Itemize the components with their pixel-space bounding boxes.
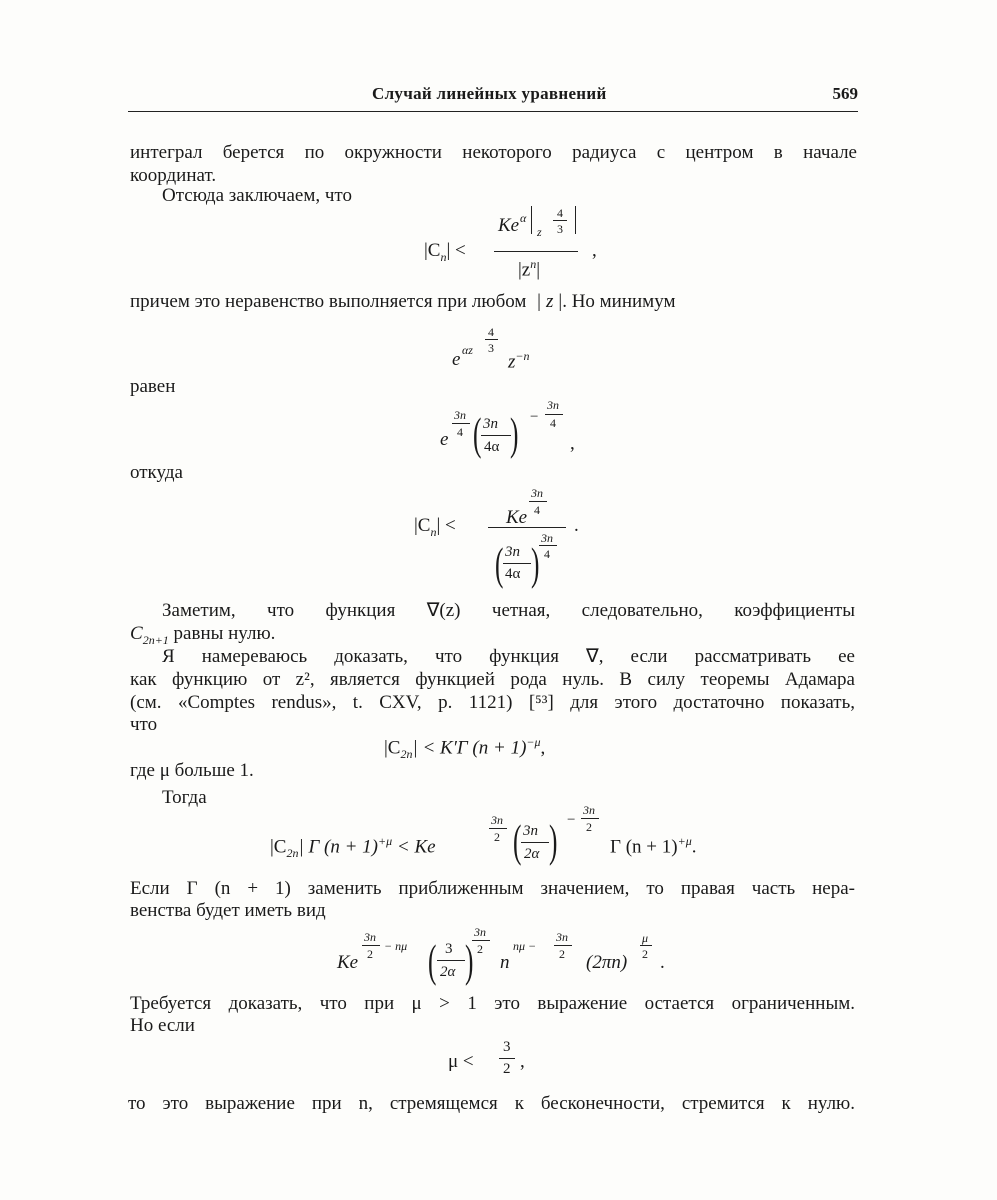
formula-text: 4α <box>505 566 521 582</box>
formula-text: n <box>500 952 510 973</box>
formula-superscript: 3n <box>454 408 466 422</box>
formula-text: Γ (n + 1) <box>610 836 678 858</box>
paragraph-line: Если Γ (n + 1) заменить приближенным значением, то правая часть нера- <box>130 878 855 899</box>
formula-superscript: μ <box>642 931 649 945</box>
paragraph-line: интеграл берется по окружности некоторого радиуса с центром в начале <box>130 142 857 163</box>
formula-text: 3n <box>523 823 538 839</box>
header-rule <box>128 111 858 112</box>
formula-text: |C <box>424 240 441 261</box>
left-paren: ( <box>513 815 522 866</box>
fraction-line <box>452 423 470 424</box>
formula-superscript: 4 <box>557 206 563 220</box>
formula-superscript: 2 <box>477 942 483 956</box>
formula-text: 2α <box>440 964 456 980</box>
formula-text: |C <box>414 515 431 536</box>
fraction-line <box>640 945 652 946</box>
abs-bar <box>575 206 576 234</box>
abs-bar <box>531 206 532 234</box>
formula-text: , <box>540 737 546 759</box>
formula-superscript: +μ <box>378 834 393 848</box>
formula-text: 3 <box>503 1039 511 1055</box>
formula-superscript: nμ − <box>513 939 537 953</box>
formula-text: | < <box>446 240 466 261</box>
formula-superscript: − <box>530 409 539 425</box>
left-paren: ( <box>495 538 504 589</box>
fraction-line <box>521 842 549 843</box>
paragraph-text: . Но минимум <box>562 291 676 312</box>
formula-text: 3 <box>445 941 453 957</box>
paragraph-line: откуда <box>130 462 183 483</box>
formula-text: 2 <box>503 1061 511 1077</box>
fraction-line <box>581 818 599 819</box>
formula-superscript: − nμ <box>384 939 408 953</box>
formula-text: | < <box>436 515 456 536</box>
paragraph-line: как функцию от z², является функцией рода нуль. В силу теоремы Адамара <box>130 669 855 690</box>
right-paren: ) <box>531 538 540 589</box>
formula-superscript: 2 <box>367 947 373 961</box>
paragraph-line: координат. <box>130 165 217 186</box>
paragraph-line: что <box>130 714 158 735</box>
formula-superscript: 3n <box>541 531 553 545</box>
formula-superscript: n <box>530 257 537 271</box>
formula-superscript: 3n <box>364 930 376 944</box>
formula-subscript: 2n <box>400 747 413 762</box>
left-paren: ( <box>473 408 482 459</box>
fraction-line <box>494 251 578 252</box>
running-header <box>128 84 858 108</box>
formula-text: | < K′Γ (n + 1) <box>412 737 527 759</box>
formula-text: < Ke <box>392 836 436 858</box>
inline-math: z <box>545 291 554 312</box>
paragraph-line: причем это неравенство выполняется при любом | z |. Но минимум <box>130 291 676 312</box>
formula-superscript: 3n <box>556 930 568 944</box>
page-number: 569 <box>832 84 858 103</box>
formula-text: z <box>537 225 542 239</box>
paragraph-line: (см. «Comptes rendus», t. CXV, p. 1121) [⁵³] для этого достаточно показать, <box>130 692 855 713</box>
fraction-line <box>554 945 572 946</box>
formula-superscript: 3 <box>488 341 494 355</box>
formula-superscript: 2 <box>642 947 648 961</box>
formula-5 <box>384 736 545 760</box>
paragraph-line: Заметим, что функция ∇(z) четная, следовательно, коэффициенты <box>162 600 855 621</box>
fraction-line <box>545 414 563 415</box>
formula-superscript: − <box>567 812 576 828</box>
fraction-line <box>489 828 507 829</box>
fraction-line <box>503 563 531 564</box>
formula-text: . <box>574 515 579 536</box>
formula-superscript: 3n <box>491 813 503 827</box>
formula-text: 3n <box>483 416 498 432</box>
formula-superscript: 4 <box>534 503 540 517</box>
paragraph-line: Но если <box>130 1015 195 1036</box>
formula-text: |C <box>384 737 401 759</box>
formula-superscript: α <box>520 211 527 225</box>
formula-superscript: αz <box>462 343 473 357</box>
paragraph-line: Отсюда заключаем, что <box>162 185 352 206</box>
formula-text: . <box>660 952 665 973</box>
formula-text: Ke <box>498 215 520 236</box>
paragraph-line: венства будет иметь вид <box>130 900 326 921</box>
right-paren: ) <box>549 815 558 866</box>
formula-text: 2α <box>524 846 540 862</box>
formula-text: |z <box>518 259 531 281</box>
formula-superscript: 2 <box>494 830 500 844</box>
formula-superscript: 3 <box>557 222 563 236</box>
formula-subscript: n <box>430 524 437 539</box>
paragraph-line: Я намереваюсь доказать, что функция ∇, если рассматривать ее <box>162 646 855 667</box>
formula-text: e <box>440 429 449 450</box>
formula-text: 4α <box>484 439 500 455</box>
inline-math: C <box>130 623 143 644</box>
paragraph-text: равны нулю. <box>173 623 276 644</box>
fraction-line <box>485 339 498 340</box>
fraction-line <box>488 527 566 528</box>
formula-text: , <box>592 240 597 261</box>
formula-superscript: 4 <box>550 416 556 430</box>
inline-math-subscript: 2n+1 <box>142 632 169 647</box>
fraction-line <box>529 501 547 502</box>
formula-text: μ < <box>448 1051 474 1072</box>
left-paren: ( <box>428 935 437 986</box>
formula-text: z <box>508 351 516 373</box>
formula-superscript: 4 <box>544 547 550 561</box>
formula-superscript: 3n <box>474 925 486 939</box>
formula-superscript: +μ <box>677 834 692 848</box>
formula-superscript: 2 <box>559 947 565 961</box>
formula-text: Ke <box>337 952 359 973</box>
formula-superscript: −μ <box>526 735 541 749</box>
paragraph-line: Требуется доказать, что при μ > 1 это выражение остается ограниченным. <box>130 993 855 1014</box>
paragraph-line: где μ больше 1. <box>130 760 254 781</box>
formula-superscript: 2 <box>586 820 592 834</box>
fraction-line <box>472 940 490 941</box>
paragraph-line: то это выражение при n, стремящемся к бесконечности, стремится к нулю. <box>128 1093 855 1114</box>
formula-subscript: n <box>440 249 447 264</box>
fraction-line <box>481 435 511 436</box>
fraction-line <box>362 945 380 946</box>
formula-superscript: 3n <box>583 803 595 817</box>
formula-subscript: 2n <box>286 846 299 861</box>
formula-text: Ke <box>506 507 528 528</box>
formula-text: , <box>570 433 575 454</box>
fraction-line <box>539 545 557 546</box>
fraction-line <box>553 220 567 221</box>
formula-superscript: −n <box>515 349 530 363</box>
formula-superscript: 3n <box>547 398 559 412</box>
formula-text: . <box>691 836 697 858</box>
formula-text: |C <box>270 836 287 858</box>
paragraph-text: причем это неравенство выполняется при любом <box>130 291 527 312</box>
formula-superscript: 3n <box>531 486 543 500</box>
formula-text: , <box>520 1051 525 1072</box>
formula-text: e <box>452 349 461 370</box>
fraction-line <box>437 960 465 961</box>
formula-superscript: 4 <box>488 325 494 339</box>
formula-superscript: 4 <box>457 425 463 439</box>
paragraph-line: Тогда <box>162 787 207 808</box>
paragraph-line <box>130 624 275 646</box>
fraction-line <box>499 1058 515 1059</box>
paragraph-line: равен <box>130 376 176 397</box>
right-paren: ) <box>465 935 474 986</box>
formula-text: (2πn) <box>586 952 628 973</box>
right-paren: ) <box>510 408 519 459</box>
formula-text: | Γ (n + 1) <box>298 836 378 858</box>
header-title: Случай линейных уравнений <box>372 84 607 103</box>
formula-text: | <box>536 259 541 281</box>
formula-text: 3n <box>505 544 520 560</box>
